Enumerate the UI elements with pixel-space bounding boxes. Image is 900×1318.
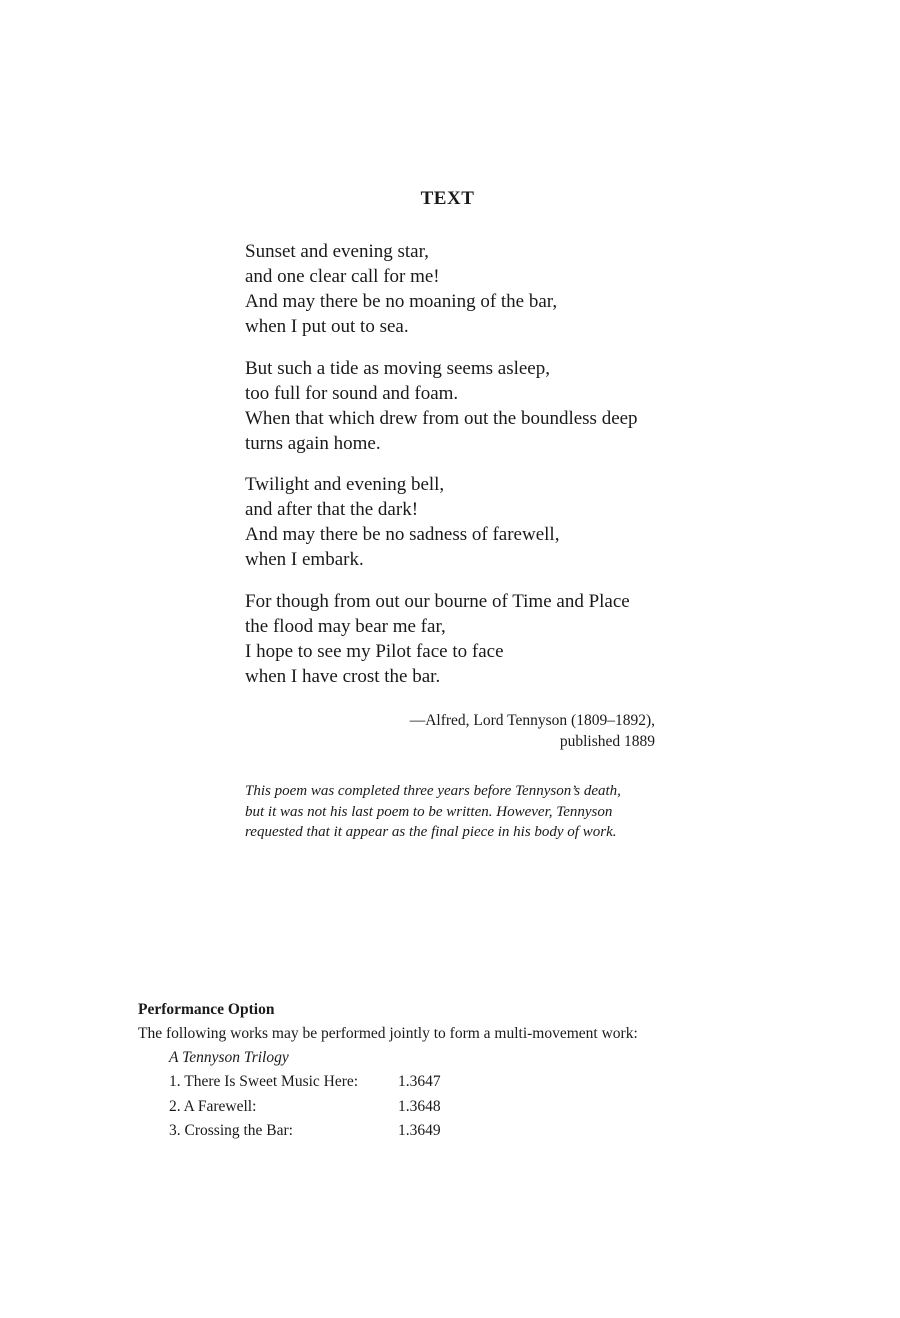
poem-line: when I embark. — [245, 549, 364, 570]
attribution-published: published 1889 — [559, 733, 655, 750]
work-title: 1. There Is Sweet Music Here: — [169, 1073, 359, 1090]
work-number: 1.3647 — [398, 1073, 441, 1090]
work-title: 3. Crossing the Bar: — [169, 1122, 293, 1139]
work-number: 1.3648 — [398, 1097, 441, 1115]
note-line: This poem was completed three years before Tennyson’s death, — [245, 783, 621, 799]
poem-line: too full for sound and foam. — [245, 382, 459, 404]
poem-line: I hope to see my Pilot face to face — [245, 640, 504, 662]
stanza-2 — [245, 356, 685, 456]
work-row — [169, 1119, 838, 1144]
stanza-1 — [245, 239, 685, 339]
work-row — [169, 1095, 838, 1120]
poem-line: But such a tide as moving seems asleep, — [245, 357, 550, 379]
poem-line: the flood may bear me far, — [245, 615, 446, 637]
stanza-3 — [245, 472, 685, 572]
note-line: requested that it appear as the final piece in his body of work. — [245, 824, 617, 840]
poem-line: and after that the dark! — [245, 499, 419, 520]
poem-line: Twilight and evening bell, — [245, 474, 445, 495]
stanza-4 — [245, 589, 685, 689]
page-heading: TEXT — [420, 188, 475, 209]
work-row — [169, 1070, 838, 1095]
poem-line: And may there be no moaning of the bar, — [245, 291, 558, 312]
poem-line: Sunset and evening star, — [245, 241, 429, 262]
work-number: 1.3649 — [398, 1122, 441, 1139]
editorial-note — [245, 781, 685, 843]
poem-line: When that which drew from out the boundless deep — [245, 407, 638, 429]
poem-line: turns again home. — [245, 432, 381, 454]
poem-line: and one clear call for me! — [245, 266, 440, 287]
poem-line: And may there be no sadness of farewell, — [245, 524, 560, 545]
trilogy-title: A Tennyson Trilogy — [169, 1049, 289, 1066]
attribution — [245, 710, 655, 752]
performance-title: Performance Option — [138, 1001, 275, 1018]
work-title: 2. A Farewell: — [169, 1097, 257, 1115]
performance-intro: The following works may be performed jointly to form a multi-movement work: — [138, 1025, 638, 1042]
poem-line: For though from out our bourne of Time and Place — [245, 590, 630, 612]
attribution-author: —Alfred, Lord Tennyson (1809–1892), — [409, 712, 655, 729]
poem-line: when I put out to sea. — [245, 316, 409, 337]
poem-line: when I have crost the bar. — [245, 665, 441, 687]
poem — [245, 239, 685, 705]
performance-option — [138, 998, 838, 1144]
note-line: but it was not his last poem to be written. However, Tennyson — [245, 803, 613, 820]
